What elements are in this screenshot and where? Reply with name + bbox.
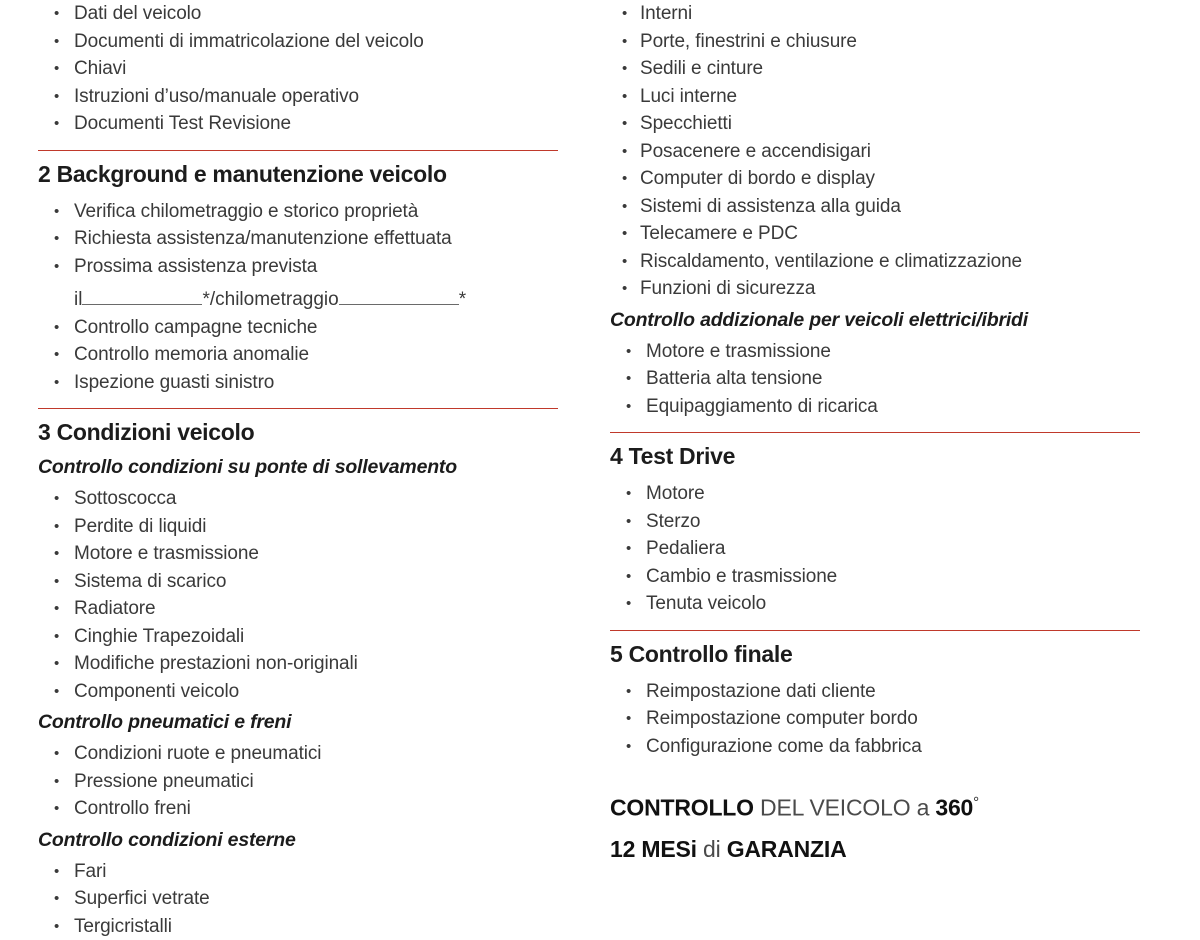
list-item: • Componenti veicolo — [38, 678, 580, 706]
section-title-5: 5 Controllo finale — [610, 641, 1200, 668]
list-item: • Computer di bordo e display — [610, 165, 1200, 193]
list-item: • Reimpostazione computer bordo — [610, 705, 1200, 733]
list-item: • Motore e trasmissione — [38, 540, 580, 568]
list-item: • Telecamere e PDC — [610, 220, 1200, 248]
list-item: • Chiavi — [38, 55, 580, 83]
tyres-brakes-list — [38, 740, 580, 823]
list-item: • Funzioni di sicurezza — [610, 275, 1200, 303]
right-top-list — [610, 0, 1200, 303]
list-item: • Equipaggiamento di ricarica — [610, 393, 1200, 421]
fill-line-middle: */chilometraggio — [202, 289, 338, 310]
list-item: • Motore — [610, 480, 1200, 508]
list-item: • Superfici vetrate — [38, 885, 580, 913]
list-item: • Radiatore — [38, 595, 580, 623]
fill-line-prefix: il — [74, 289, 82, 310]
right-column — [580, 0, 1200, 900]
list-item: • Sistemi di assistenza alla guida — [610, 193, 1200, 221]
list-item: • Pedaliera — [610, 535, 1200, 563]
list-item: • Cinghie Trapezoidali — [38, 623, 580, 651]
list-item: • Controllo freni — [38, 795, 580, 823]
list-item: • Riscaldamento, ventilazione e climatizzazione — [610, 248, 1200, 276]
list-item: • Sottoscocca — [38, 485, 580, 513]
test-drive-list — [610, 480, 1200, 618]
list-item: • Batteria alta tensione — [610, 365, 1200, 393]
next-service-fill-line — [38, 286, 580, 314]
footer-strong-12mesi: 12 MESi — [610, 836, 697, 862]
list-item: • Prossima assistenza prevista — [38, 253, 580, 281]
list-item: • Sterzo — [610, 508, 1200, 536]
list-item: • Istruzioni d’uso/manuale operativo — [38, 83, 580, 111]
degree-symbol: ° — [973, 794, 979, 811]
list-item: • Richiesta assistenza/manutenzione effettuata — [38, 225, 580, 253]
final-check-list — [610, 678, 1200, 761]
mileage-blank-field[interactable] — [339, 286, 459, 305]
subsection-title-external: Controllo condizioni esterne — [38, 829, 580, 852]
list-item: • Tenuta veicolo — [610, 590, 1200, 618]
list-item: • Documenti di immatricolazione del veicolo — [38, 28, 580, 56]
footer-claims — [610, 794, 1200, 863]
divider — [610, 432, 1140, 433]
list-item: • Reimpostazione dati cliente — [610, 678, 1200, 706]
divider — [38, 408, 558, 409]
list-item: • Ispezione guasti sinistro — [38, 369, 580, 397]
list-item: • Cambio e trasmissione — [610, 563, 1200, 591]
divider — [610, 630, 1140, 631]
section-title-3: 3 Condizioni veicolo — [38, 419, 580, 446]
footer-light-di: di — [697, 836, 727, 862]
section2-list-a — [38, 198, 580, 281]
footer-line-360 — [610, 794, 1200, 822]
section-title-4: 4 Test Drive — [610, 443, 1200, 470]
list-item: • Pressione pneumatici — [38, 768, 580, 796]
section-title-2: 2 Background e manutenzione veicolo — [38, 161, 580, 188]
divider — [38, 150, 558, 151]
list-item: • Interni — [610, 0, 1200, 28]
section2-list-b — [38, 314, 580, 397]
subsection-title-ev-check: Controllo addizionale per veicoli elettrici/ibridi — [610, 309, 1200, 332]
list-item: • Posacenere e accendisigari — [610, 138, 1200, 166]
external-check-list — [38, 858, 580, 940]
lift-check-list — [38, 485, 580, 705]
footer-strong-controllo: CONTROLLO — [610, 795, 754, 821]
ev-check-list — [610, 338, 1200, 421]
footer-strong-360: 360 — [935, 795, 973, 821]
subsection-title-lift-check: Controllo condizioni su ponte di sollevamento — [38, 456, 580, 479]
left-top-list — [38, 0, 580, 138]
list-item: • Porte, finestrini e chiusure — [610, 28, 1200, 56]
list-item: • Controllo campagne tecniche — [38, 314, 580, 342]
list-item: • Fari — [38, 858, 580, 886]
list-item: • Controllo memoria anomalie — [38, 341, 580, 369]
list-item: • Configurazione come da fabbrica — [610, 733, 1200, 761]
list-item: • Luci interne — [610, 83, 1200, 111]
left-column — [0, 0, 580, 900]
fill-line-suffix: * — [459, 289, 466, 310]
list-item: • Tergicristalli — [38, 913, 580, 940]
subsection-title-tyres-brakes: Controllo pneumatici e freni — [38, 711, 580, 734]
list-item: • Perdite di liquidi — [38, 513, 580, 541]
list-item: • Dati del veicolo — [38, 0, 580, 28]
footer-light-del-veicolo: DEL VEICOLO a — [754, 795, 936, 821]
footer-line-warranty — [610, 836, 1200, 863]
list-item: • Condizioni ruote e pneumatici — [38, 740, 580, 768]
list-item: • Documenti Test Revisione — [38, 110, 580, 138]
list-item: • Specchietti — [610, 110, 1200, 138]
list-item: • Sedili e cinture — [610, 55, 1200, 83]
footer-strong-garanzia: GARANZIA — [727, 836, 847, 862]
list-item: • Modifiche prestazioni non-originali — [38, 650, 580, 678]
date-blank-field[interactable] — [82, 286, 202, 305]
list-item: • Motore e trasmissione — [610, 338, 1200, 366]
list-item: • Verifica chilometraggio e storico proprietà — [38, 198, 580, 226]
list-item: • Sistema di scarico — [38, 568, 580, 596]
